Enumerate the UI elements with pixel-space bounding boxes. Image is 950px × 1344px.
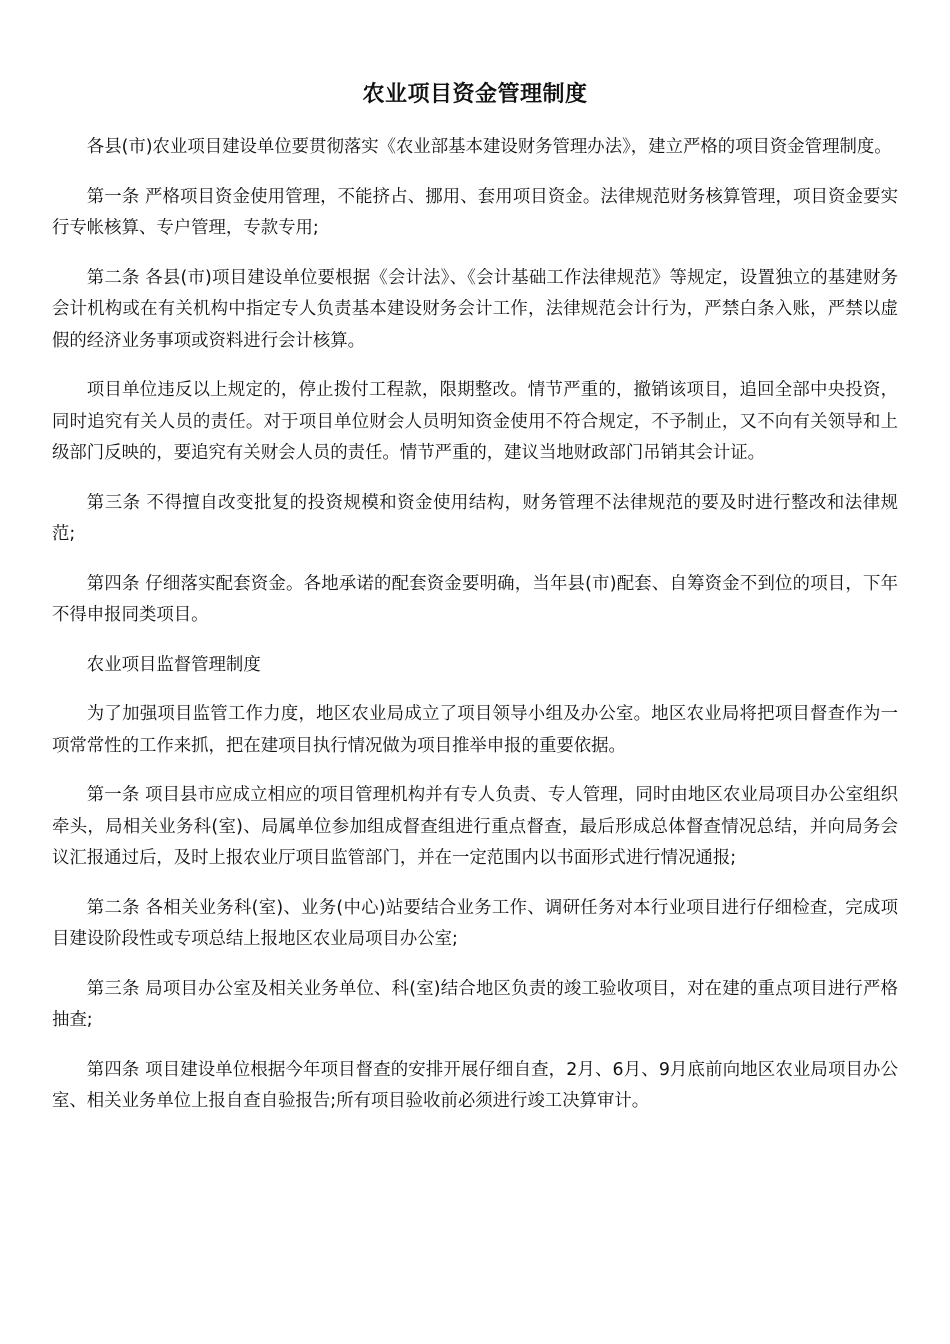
paragraph-article-3: 第三条 不得擅自改变批复的投资规模和资金使用结构，财务管理不法律规范的要及时进行整改和法律规范; — [52, 492, 898, 544]
paragraph-supervision-intro: 为了加强项目监管工作力度，地区农业局成立了项目领导小组及办公室。地区农业局将把项目督查作为一项常常性的工作来抓，把在建项目执行情况做为项目推举申报的重要依据。 — [52, 704, 898, 756]
paragraph-supervision-article-4: 第四条 项目建设单位根据今年项目督查的安排开展仔细自查，2月、6月、9月底前向地区农业局项目办公室、相关业务单位上报自查自验报告;所有项目验收前必须进行竣工决算审计。 — [52, 1059, 898, 1111]
section-heading-supervision: 农业项目监督管理制度 — [86, 654, 261, 675]
paragraph-article-4: 第四条 仔细落实配套资金。各地承诺的配套资金要明确，当年县(市)配套、自筹资金不到位的项目，下年不得申报同类项目。 — [52, 573, 898, 625]
paragraph-intro: 各县(市)农业项目建设单位要贯彻落实《农业部基本建设财务管理办法》，建立严格的项目资金管理制度。 — [86, 137, 892, 157]
document-title: 农业项目资金管理制度 — [362, 82, 588, 107]
paragraph-violations: 项目单位违反以上规定的，停止拨付工程款，限期整改。情节严重的，撤销该项目，追回全部中央投资，同时追究有关人员的责任。对于项目单位财会人员明知资金使用不符合规定，不予制止，又不向有关领导和上级部门反映的，要追究有关财会人员的责任。情节严重的，建议当地财政部门吊销其会计证。 — [52, 380, 898, 463]
paragraph-supervision-article-1: 第一条 项目县市应成立相应的项目管理机构并有专人负责、专人管理，同时由地区农业局项目办公室组织牵头，局相关业务科(室)、局属单位参加组成督查组进行重点督查，最后形成总体督查情况总结，并向局务会议汇报通过后，及时上报农业厅项目监管部门，并在一定范围内以书面形式进行情况通报; — [52, 785, 898, 868]
paragraph-article-2: 第二条 各县(市)项目建设单位要根据《会计法》、《会计基础工作法律规范》等规定，设置独立的基建财务会计机构或在有关机构中指定专人负责基本建设财务会计工作，法律规范会计行为，严禁白条入账，严禁以虚假的经济业务事项或资料进行会计核算。 — [52, 267, 898, 351]
paragraph-article-1: 第一条 严格项目资金使用管理，不能挤占、挪用、套用项目资金。法律规范财务核算管理，项目资金要实行专帐核算、专户管理，专款专用; — [52, 186, 898, 238]
paragraph-supervision-article-3: 第三条 局项目办公室及相关业务单位、科(室)结合地区负责的竣工验收项目，对在建的重点项目进行严格抽查; — [52, 978, 898, 1030]
paragraph-supervision-article-2: 第二条 各相关业务科(室)、业务(中心)站要结合业务工作、调研任务对本行业项目进行仔细检查，完成项目建设阶段性或专项总结上报地区农业局项目办公室; — [52, 897, 898, 949]
